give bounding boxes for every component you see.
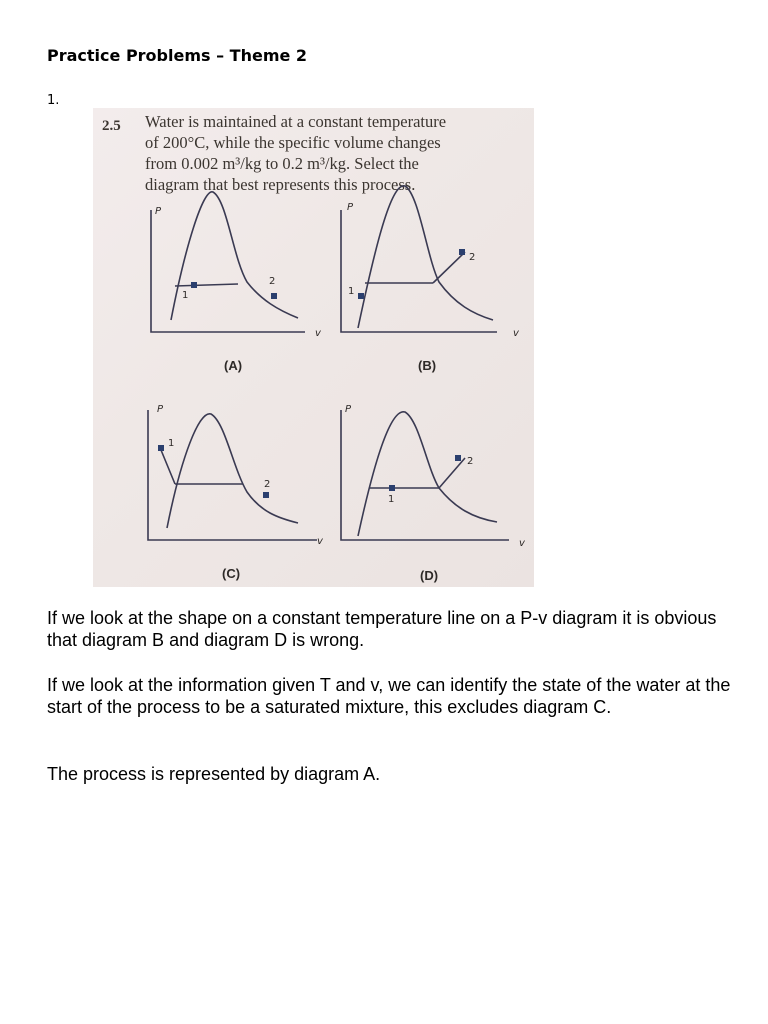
answer-paragraph-1 (47, 607, 737, 651)
x-axis-label-a: v (315, 328, 321, 339)
answer-paragraph-3 (47, 763, 737, 785)
state2-label-c: 2 (264, 479, 271, 490)
state1-label-c: 1 (168, 438, 175, 449)
state1-marker-d (389, 485, 395, 491)
y-axis-label-a: P (155, 206, 162, 217)
diagram-label-c: (C) (222, 566, 241, 581)
state1-marker-a (191, 282, 197, 288)
dome-d (358, 412, 497, 536)
diagram-a (151, 192, 305, 332)
problem-line: Water is maintained at a constant temperature (145, 112, 447, 131)
diagram-label-b: (B) (418, 358, 437, 373)
state2-marker-d (455, 455, 461, 461)
axes-a (151, 210, 305, 332)
x-axis-label-b: v (513, 328, 519, 339)
state2-marker-c (263, 492, 269, 498)
pv-diagrams (93, 108, 534, 587)
problem-photo (93, 108, 534, 587)
dome-a (171, 192, 298, 320)
superheated-line-b (433, 252, 465, 283)
state2-label-b: 2 (469, 252, 476, 263)
axes-b (341, 210, 497, 332)
answer-paragraph-2 (47, 674, 737, 718)
state2-label-d: 2 (467, 456, 474, 467)
answer-text: The process is represented by diagram A. (47, 764, 381, 784)
problem-line: diagram that best represents this process. (145, 175, 416, 194)
question-number: 1. (47, 93, 60, 108)
state1-label-a: 1 (182, 290, 189, 301)
compressed-line-c (161, 450, 175, 484)
y-axis-label-c: P (157, 404, 164, 415)
state2-label-a: 2 (269, 276, 276, 287)
y-axis-label-d: P (345, 404, 352, 415)
state1-marker-c (158, 445, 164, 451)
axes-d (341, 410, 509, 540)
diagram-c (148, 410, 317, 540)
problem-line: of 200°C, while the specific volume changes (145, 133, 441, 152)
diagram-d (341, 410, 509, 540)
state1-label-b: 1 (348, 286, 355, 297)
diagram-label-a: (A) (224, 358, 243, 373)
diagram-label-d: (D) (420, 568, 439, 583)
page-heading: Practice Problems – Theme 2 (47, 46, 308, 65)
answer-text: If we look at the shape on a constant temperature line on a P-v diagram it is obvious that diagram B and diagram D is wrong. (47, 608, 717, 650)
y-axis-label-b: P (347, 202, 354, 213)
state1-label-d: 1 (388, 494, 395, 505)
isotherm-a (175, 284, 238, 286)
dome-c (167, 414, 298, 528)
answer-text: If we look at the information given T and v, we can identify the state of the water at the start of the process to be a saturated mixture, this excludes diagram C. (47, 675, 731, 717)
state2-marker-b (459, 249, 465, 255)
problem-number: 2.5 (102, 118, 121, 134)
superheated-line-d (439, 458, 465, 488)
state1-marker-b (358, 293, 364, 299)
x-axis-label-d: v (519, 538, 525, 549)
x-axis-label-c: v (317, 536, 323, 547)
problem-line: from 0.002 m³/kg to 0.2 m³/kg. Select the (145, 154, 419, 173)
state2-marker-a (271, 293, 277, 299)
